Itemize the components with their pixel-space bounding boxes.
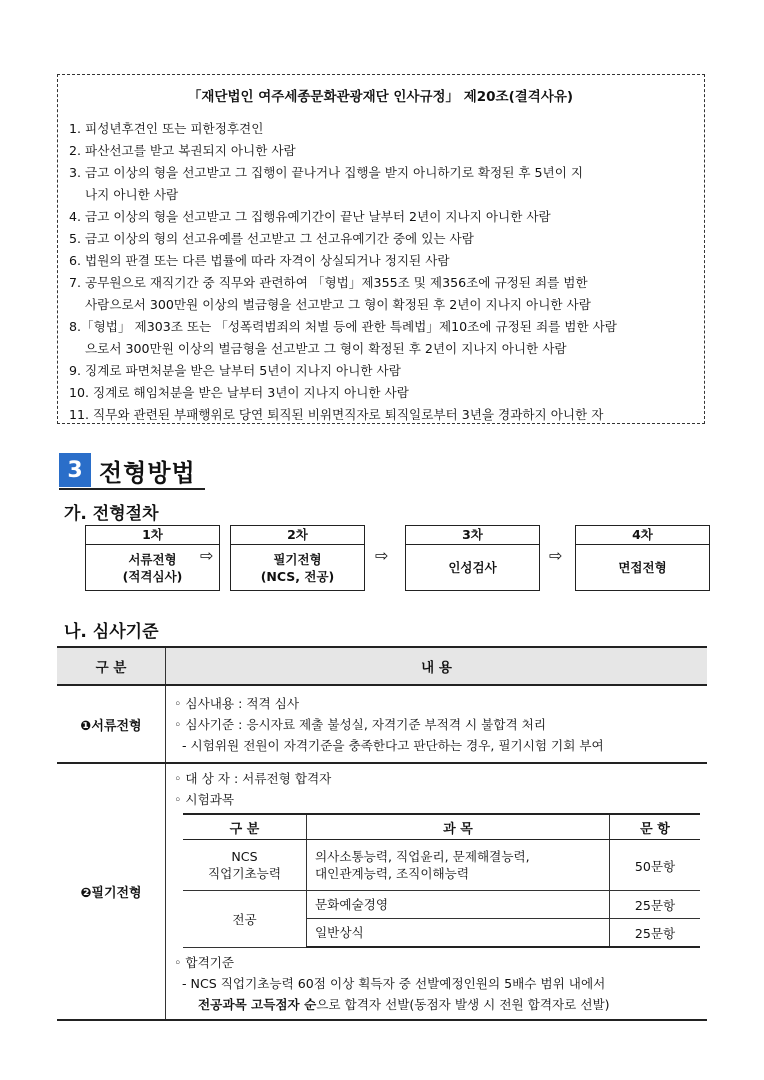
step-label: 필기전형 (NCS, 전공) — [260, 551, 335, 584]
procedure-step-4 — [575, 525, 710, 591]
regulation-item: 6. 법원의 판결 또는 다른 법률에 따라 자격이 상실되거나 정지된 사람 — [69, 253, 450, 268]
subjects-table — [183, 813, 700, 948]
regulation-item: 10. 징계로 해임처분을 받은 날부터 3년이 지나지 아니한 사람 — [69, 385, 409, 400]
regulation-item: 2. 파산선고를 받고 복권되지 아니한 사람 — [69, 143, 296, 158]
step-stage: 4차 — [576, 526, 709, 545]
criteria-header-row — [57, 647, 707, 685]
procedure-step-3 — [405, 525, 540, 591]
procedure-step-2 — [230, 525, 365, 591]
step-stage: 3차 — [406, 526, 539, 545]
regulation-item: 9. 징계로 파면처분을 받은 날부터 5년이 지나지 아니한 사람 — [69, 363, 401, 378]
category-written: ❷필기전형 — [57, 763, 166, 1020]
regulation-item: 7. 공무원으로 재직기간 중 직무와 관련하여 「형법」제355조 및 제356조에 규정된 죄를 범한 사람으로서 300만원 이상의 벌금형을 선고받고 그 형이 확정된 후 2년이 지나지 아니한 사람 — [69, 275, 591, 312]
regulation-item: 11. 직무와 관련된 부패행위로 당연 퇴직된 비위면직자로 퇴직일로부터 3년을 경과하지 아니한 자 — [69, 407, 604, 422]
step-label: 면접전형 — [618, 560, 667, 575]
arrow-right-icon: ⇨ — [549, 546, 563, 565]
arrow-right-icon: ⇨ — [375, 546, 389, 565]
regulation-item: 8.「형법」 제303조 또는 「성폭력범죄의 처벌 등에 관한 특례법」제10조에 규정된 죄를 범한 사람 으로서 300만원 이상의 벌금형을 선고받고 그 형이 확정된 후 2년이 지나지 아니한 사람 — [69, 319, 617, 356]
section-number-badge: 3 — [59, 453, 91, 487]
subject-row-ncs: NCS 직업기초능력 의사소통능력, 직업윤리, 문제해결능력, 대인관계능력, 조직이해능력 50문항 — [183, 840, 700, 891]
regulation-box — [57, 74, 705, 424]
subject-row-major-2: 일반상식 25문항 — [183, 919, 700, 948]
pass-criteria-line: 전공과목 고득점자 순으로 합격자 선발(동점자 발생 시 전원 합격자로 선발) — [198, 997, 610, 1012]
header-content: 내 용 — [166, 647, 708, 685]
step-stage: 2차 — [231, 526, 364, 545]
criteria-row-written — [57, 763, 707, 1020]
regulation-item: 4. 금고 이상의 형을 선고받고 그 집행유예기간이 끝난 날부터 2년이 지나지 아니한 사람 — [69, 209, 551, 224]
criteria-table — [57, 646, 707, 1021]
section-underline — [59, 488, 205, 490]
subject-row-major-1: 전공 문화예술경영 25문항 — [183, 891, 700, 919]
section-title: 전형방법 — [99, 458, 196, 487]
procedure-title: 가. 전형절차 — [64, 504, 159, 524]
section-heading — [59, 452, 196, 488]
arrow-right-icon: ⇨ — [200, 546, 214, 565]
criteria-title: 나. 심사기준 — [64, 622, 159, 642]
regulation-item: 1. 피성년후견인 또는 피한정후견인 — [69, 121, 264, 136]
criteria-row-document — [57, 685, 707, 763]
regulation-item: 3. 금고 이상의 형을 선고받고 그 집행이 끝나거나 집행을 받지 아니하기로 확정된 후 5년이 지 나지 아니한 사람 — [69, 165, 584, 202]
step-stage: 1차 — [86, 526, 219, 545]
step-label: 서류전형 (적격심사) — [122, 551, 183, 584]
regulation-list — [69, 118, 692, 426]
subjects-header-row: 구 분 과 목 문 항 — [183, 814, 700, 840]
header-category: 구 분 — [57, 647, 166, 685]
written-content: ◦ 대 상 자 : 서류전형 합격자 ◦ 시험과목 구 분 과 목 문 항 NCS 직업기초능력 의사소통능력, 직업윤리, 문제해결능력, 대인관계능력, 조직이해능력 50문항 전공 문화예술경영 25문항 일반상식 25문항 ◦ 합격기준 - NCS 직업기초능력 60점 이상 획득자 중 선발예정인원의 5배수 범위 내에서 전공과목 고득점자 순으로 합격자 선발(동점자 발생 시 전원 합격자로 선발) — [166, 763, 708, 1020]
document-content: ◦ 심사내용 : 적격 심사 ◦ 심사기준 : 응시자료 제출 불성실, 자격기준 부적격 시 불합격 처리 - 시험위원 전원이 자격기준을 충족한다고 판단하는 경우, 필기시험 기회 부여 — [166, 685, 708, 763]
regulation-item: 5. 금고 이상의 형의 선고유예를 선고받고 그 선고유예기간 중에 있는 사람 — [69, 231, 474, 246]
step-label: 인성검사 — [448, 560, 497, 575]
category-document: ❶서류전형 — [57, 685, 166, 763]
regulation-title: 「재단법인 여주세종문화관광재단 인사규정」 제20조(결격사유) — [187, 89, 574, 105]
